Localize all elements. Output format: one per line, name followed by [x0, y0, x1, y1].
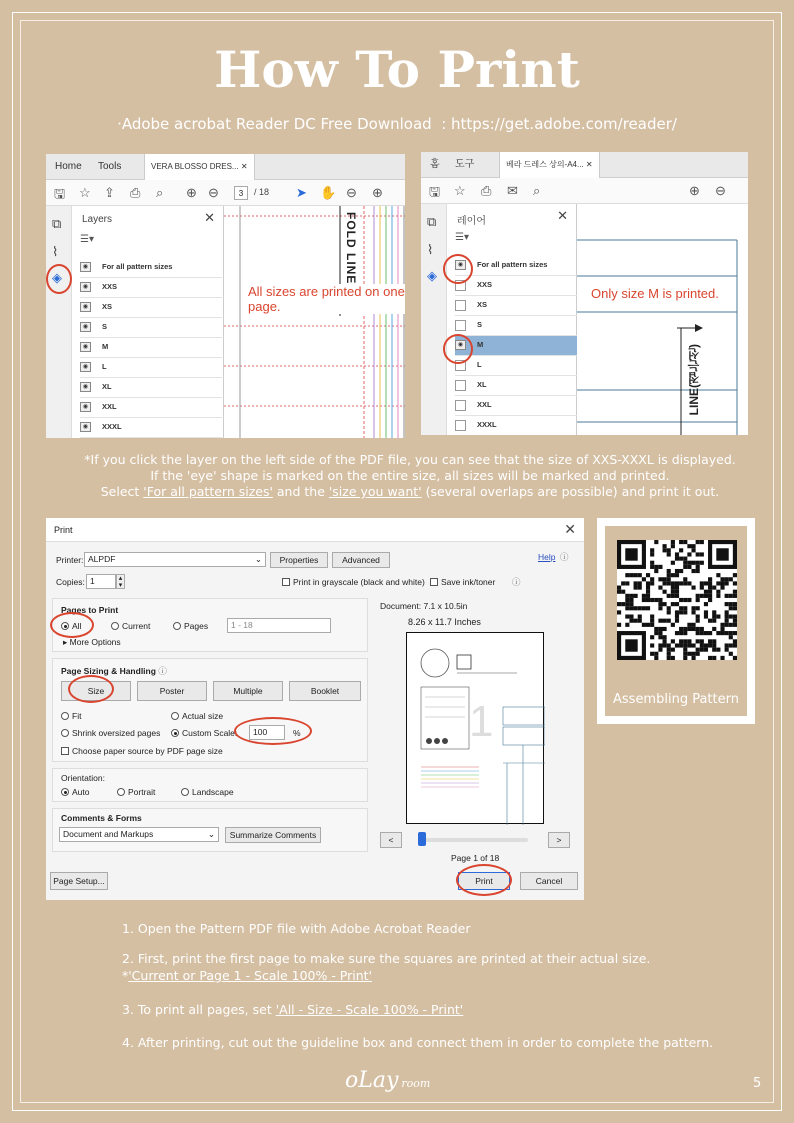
eye-icon[interactable]: ◉	[80, 262, 91, 272]
layer-row[interactable]	[80, 318, 222, 338]
radio-button[interactable]	[171, 729, 179, 737]
save-icon[interactable]: 🖫	[54, 186, 66, 201]
tab-home[interactable]: 홈	[430, 159, 440, 170]
layer-row[interactable]	[80, 418, 222, 438]
page-down-icon[interactable]: ⊖	[208, 185, 219, 200]
layer-label: For all pattern sizes	[477, 260, 548, 269]
paper-size: 8.26 x 11.7 Inches	[408, 617, 481, 627]
print-icon[interactable]: ⎙	[130, 185, 141, 200]
highlight-circle	[68, 675, 114, 703]
radio-button[interactable]	[181, 788, 189, 796]
copies-label: Copies:	[56, 577, 85, 587]
zoom-in-icon[interactable]: ⊕	[372, 185, 383, 200]
toolbar	[421, 178, 748, 204]
cursor-icon[interactable]: ➤	[296, 185, 307, 200]
logo-sub: room	[401, 1077, 431, 1090]
logo-main: oLay	[345, 1068, 399, 1093]
preview-page-number: 1	[469, 697, 494, 746]
page-sizing-label: Page Sizing & Handling	[61, 666, 156, 676]
qr-card-inner	[605, 526, 747, 716]
fold-line-label: LINE(접는선)	[687, 344, 701, 416]
close-icon[interactable]: ✕	[564, 521, 576, 537]
layers-panel	[447, 204, 577, 435]
grayscale-label: Print in grayscale (black and white)	[293, 577, 425, 587]
poster-button[interactable]: Poster	[137, 681, 207, 701]
layer-label: XL	[102, 382, 112, 391]
step-3-underlined: 'All - Size - Scale 100% - Print'	[275, 1002, 464, 1017]
layer-label: S	[102, 322, 108, 331]
layer-row[interactable]	[80, 298, 222, 318]
printer-select[interactable]	[84, 552, 266, 567]
note-line-1: *If you click the layer on the left side of the PDF file, you can see that the size of XXS-XXXL is displayed.	[84, 452, 736, 467]
layer-label: XXL	[102, 402, 117, 411]
info-icon: ⓘ	[512, 577, 521, 587]
layer-row[interactable]	[80, 278, 222, 298]
layer-row[interactable]	[455, 276, 577, 296]
eye-icon[interactable]: ◉	[80, 422, 91, 432]
star-icon[interactable]: ☆	[454, 183, 466, 198]
print-dialog	[46, 518, 584, 900]
radio-landscape[interactable]	[181, 787, 234, 797]
print-icon[interactable]: ⎙	[481, 183, 492, 198]
eye-icon[interactable]: ◉	[80, 362, 91, 372]
info-icon: ⓘ	[158, 666, 167, 676]
highlight-circle	[443, 334, 473, 364]
hint-asterisk: *	[122, 968, 129, 983]
radio-shrink[interactable]	[61, 728, 160, 738]
scale-input[interactable]: 100	[249, 725, 285, 740]
page-total: / 18	[254, 187, 270, 197]
pattern-lines	[224, 206, 405, 438]
more-options-label: More Options	[69, 637, 121, 647]
radio-button[interactable]	[117, 788, 125, 796]
attachment-icon[interactable]: ⌇	[427, 242, 434, 257]
tab-document[interactable]	[144, 154, 255, 180]
zoom-search-icon[interactable]: ⌕	[156, 185, 164, 200]
note-text: Select	[100, 484, 144, 499]
tab-document-label: 베라 드레스 상의-A4...	[506, 160, 584, 169]
properties-button[interactable]: Properties	[270, 552, 328, 568]
layer-label: For all pattern sizes	[102, 262, 173, 271]
radio-button[interactable]	[171, 712, 179, 720]
radio-auto[interactable]	[61, 787, 90, 797]
layer-note	[60, 452, 760, 500]
layer-row[interactable]	[455, 356, 577, 376]
highlight-circle	[234, 717, 312, 745]
tab-tools[interactable]: 도구	[455, 159, 475, 170]
eye-icon[interactable]: ◉	[80, 322, 91, 332]
left-rail	[46, 206, 72, 438]
checkbox[interactable]	[282, 578, 290, 586]
close-icon[interactable]: ✕	[204, 210, 215, 225]
pages-to-print-section	[52, 598, 368, 652]
save-icon[interactable]: 🖫	[429, 184, 441, 199]
paper-source-checkbox[interactable]	[61, 746, 223, 756]
page-number-input[interactable]: 3	[234, 186, 248, 200]
page-setup-button[interactable]: Page Setup...	[50, 872, 108, 890]
step-2: 2. First, print the first page to make sure the squares are printed at their actual size.	[122, 951, 651, 966]
checkbox[interactable]	[455, 400, 466, 411]
download-link-text[interactable]: ·Adobe acrobat Reader DC Free Download : https://get.adobe.com/reader/	[117, 115, 677, 133]
qr-caption: Assembling Pattern	[613, 692, 739, 707]
note-highlight-all-sizes: 'For all pattern sizes'	[143, 484, 273, 499]
dialog-titlebar	[46, 518, 584, 542]
page-slider-thumb[interactable]	[418, 832, 426, 846]
layer-label: XXXL	[102, 422, 122, 431]
document-view	[577, 204, 748, 435]
note-line-2: If the 'eye' shape is marked on the entire size, all sizes will be marked and printed.	[150, 468, 670, 483]
page-number: 5	[753, 1076, 762, 1091]
stepper-icon[interactable]: ▴ ▾	[116, 574, 125, 589]
page-sizing-section	[52, 658, 368, 762]
document-view	[224, 206, 405, 438]
checkbox[interactable]	[430, 578, 438, 586]
page-up-icon[interactable]: ⊕	[689, 183, 700, 198]
hint-underlined: 'Current or Page 1 - Scale 100% - Print'	[128, 968, 372, 983]
pages-range-input[interactable]: 1 - 18	[227, 618, 331, 633]
print-preview-page	[406, 632, 544, 824]
more-options-toggle[interactable]: ▸ More Options	[63, 637, 121, 647]
highlight-circle	[456, 864, 512, 896]
fold-line-label: FOLD LINE	[344, 212, 358, 285]
layer-row[interactable]	[455, 416, 577, 435]
radio-button[interactable]	[61, 712, 69, 720]
radio-fit[interactable]	[61, 711, 81, 721]
copies-input[interactable]: 1	[86, 574, 116, 589]
next-page-button[interactable]: >	[548, 832, 570, 848]
highlight-circle	[50, 612, 94, 638]
layer-label: L	[102, 362, 107, 371]
layer-label: S	[477, 320, 483, 329]
radio-portrait[interactable]	[117, 787, 155, 797]
checkbox[interactable]	[455, 420, 466, 431]
layer-row[interactable]	[455, 256, 577, 276]
radio-button[interactable]	[173, 622, 181, 630]
annotation-only-m: Only size M is printed.	[591, 286, 719, 301]
acrobat-screenshot-korean	[421, 152, 748, 435]
close-icon[interactable]: ✕	[557, 208, 568, 223]
layers-icon[interactable]: ◈	[427, 268, 437, 283]
page-down-icon[interactable]: ⊖	[715, 183, 726, 198]
booklet-button[interactable]: Booklet	[289, 681, 361, 701]
layer-row[interactable]	[455, 316, 577, 336]
layer-label: XXXL	[477, 420, 497, 429]
star-icon[interactable]: ☆	[79, 185, 91, 200]
step-1: 1. Open the Pattern PDF file with Adobe Acrobat Reader	[122, 921, 471, 936]
layer-label: XXS	[102, 282, 118, 291]
qr-code[interactable]	[617, 540, 737, 660]
advanced-button[interactable]: Advanced	[332, 552, 390, 568]
close-icon[interactable]: ✕	[585, 160, 593, 169]
radio-label: Custom Scale:	[182, 728, 238, 738]
chevron-down-icon: ⌄	[207, 829, 215, 839]
radio-label: Portrait	[128, 787, 156, 797]
page-sizing-heading	[61, 665, 167, 677]
brand-logo	[345, 1068, 430, 1093]
eye-icon[interactable]: ◉	[80, 282, 91, 292]
zoom-search-icon[interactable]: ⌕	[533, 183, 541, 198]
radio-label: Auto	[72, 787, 90, 797]
toolbar	[46, 180, 405, 206]
radio-pages[interactable]	[173, 621, 208, 631]
annotation-all-sizes: All sizes are printed on one page.	[248, 284, 405, 314]
options-icon[interactable]: ☰▾	[80, 234, 94, 245]
layer-row[interactable]	[80, 258, 222, 278]
radio-custom-scale[interactable]	[171, 728, 237, 738]
eye-icon[interactable]: ◉	[80, 402, 91, 412]
radio-button[interactable]	[61, 788, 69, 796]
page-title: How To Print	[214, 40, 580, 99]
email-icon[interactable]: ✉	[507, 183, 518, 198]
checkbox[interactable]	[61, 747, 69, 755]
upload-icon[interactable]: ⇪	[104, 185, 115, 200]
note-highlight-size-want: 'size you want'	[328, 484, 422, 499]
comments-forms-section	[52, 808, 368, 852]
highlight-circle	[46, 264, 72, 294]
layer-row[interactable]	[455, 396, 577, 416]
layers-icon[interactable]: ◈	[52, 270, 62, 285]
radio-current[interactable]	[111, 621, 150, 631]
layer-row[interactable]	[80, 398, 222, 418]
print-button[interactable]: Print	[458, 872, 510, 890]
step-2-hint	[122, 967, 372, 984]
step-4: 4. After printing, cut out the guideline box and connect them in order to complete the pattern.	[122, 1035, 714, 1050]
radio-label: All	[72, 621, 82, 631]
layers-panel-title: 레이어	[457, 216, 486, 227]
qr-card	[597, 518, 755, 724]
save-ink-label: Save ink/toner	[441, 577, 496, 587]
layer-label: L	[477, 360, 482, 369]
summarize-comments-button[interactable]: Summarize Comments	[225, 827, 321, 843]
layer-label: XS	[102, 302, 113, 311]
pages-icon[interactable]: ⧉	[427, 214, 437, 229]
layer-label: M	[477, 340, 484, 349]
multiple-button[interactable]: Multiple	[213, 681, 283, 701]
acrobat-screenshot-english	[46, 154, 405, 438]
left-rail	[421, 204, 447, 435]
layer-label: XS	[477, 300, 488, 309]
layers-panel	[72, 206, 224, 438]
hand-icon[interactable]: ✋	[320, 185, 337, 200]
orientation-label: Orientation:	[61, 773, 105, 783]
percent-label: %	[293, 728, 301, 738]
note-text: and the	[272, 484, 329, 499]
help-link[interactable]: Help	[538, 552, 556, 562]
layer-label: XXS	[477, 280, 493, 289]
radio-label: Pages	[184, 621, 209, 631]
note-line-3	[60, 484, 760, 500]
tab-tools[interactable]: Tools	[98, 161, 122, 172]
checkbox[interactable]	[455, 300, 466, 311]
layer-row[interactable]	[455, 296, 577, 316]
tab-document[interactable]	[499, 152, 600, 178]
grayscale-checkbox[interactable]	[282, 577, 425, 587]
save-ink-checkbox[interactable]	[430, 577, 495, 587]
dialog-title: Print	[54, 525, 73, 535]
close-icon[interactable]: ✕	[240, 162, 248, 171]
document-size: Document: 7.1 x 10.5in	[380, 601, 468, 611]
chevron-down-icon: ⌄	[254, 554, 262, 564]
radio-label: Actual size	[182, 711, 224, 721]
cancel-button[interactable]: Cancel	[520, 872, 578, 890]
layer-row[interactable]	[455, 376, 577, 396]
zoom-out-icon[interactable]: ⊖	[346, 185, 357, 200]
layers-panel-title: Layers	[82, 214, 113, 225]
eye-icon[interactable]: ◉	[80, 342, 91, 352]
eye-icon[interactable]: ◉	[455, 340, 466, 350]
step-3	[122, 1001, 463, 1018]
comments-select[interactable]	[59, 827, 219, 842]
page-up-icon[interactable]: ⊕	[186, 185, 197, 200]
layer-label: XL	[477, 380, 487, 389]
options-icon[interactable]: ☰▾	[455, 232, 469, 243]
checkbox[interactable]	[455, 320, 466, 331]
size-button[interactable]: Size	[61, 681, 131, 701]
radio-label: Shrink oversized pages	[72, 728, 161, 738]
printer-label: Printer:	[56, 555, 84, 565]
attachment-icon[interactable]: ⌇	[52, 244, 59, 259]
help-icon[interactable]: ⓘ	[560, 552, 569, 562]
qr-code-graphic	[617, 540, 737, 660]
radio-button[interactable]	[111, 622, 119, 630]
page-counter: Page 1 of 18	[451, 853, 500, 863]
step-3-text: 3. To print all pages, set	[122, 1002, 276, 1017]
layer-row[interactable]	[80, 358, 222, 378]
highlight-circle	[443, 254, 473, 284]
tab-bar	[46, 154, 405, 180]
eye-icon[interactable]: ◉	[80, 382, 91, 392]
tab-home[interactable]: Home	[55, 161, 82, 172]
prev-page-button[interactable]: <	[380, 832, 402, 848]
pages-to-print-heading: Pages to Print	[61, 605, 119, 615]
note-text: (several overlaps are possible) and print it out.	[421, 484, 720, 499]
layer-label: XXL	[477, 400, 492, 409]
radio-actual-size[interactable]	[171, 711, 223, 721]
layer-row-selected[interactable]	[455, 336, 577, 356]
eye-icon[interactable]: ◉	[80, 302, 91, 312]
pages-icon[interactable]: ⧉	[52, 216, 62, 231]
radio-label: Fit	[72, 711, 82, 721]
radio-button[interactable]	[61, 729, 69, 737]
page-slider-track[interactable]	[418, 838, 528, 842]
radio-label: Current	[122, 621, 151, 631]
radio-label: Landscape	[192, 787, 234, 797]
comments-value: Document and Markups	[63, 829, 154, 839]
eye-icon[interactable]: ◉	[455, 260, 466, 270]
layer-row[interactable]	[80, 338, 222, 358]
checkbox[interactable]	[455, 380, 466, 391]
tab-bar	[421, 152, 748, 178]
layer-row[interactable]	[80, 378, 222, 398]
layer-label: M	[102, 342, 109, 351]
paper-source-label: Choose paper source by PDF page size	[72, 746, 223, 756]
comments-forms-heading: Comments & Forms	[61, 813, 142, 823]
tab-document-label: VERA BLOSSO DRES...	[151, 162, 239, 171]
pattern-lines	[577, 204, 748, 435]
orientation-section	[52, 768, 368, 802]
printer-value: ALPDF	[88, 554, 116, 564]
